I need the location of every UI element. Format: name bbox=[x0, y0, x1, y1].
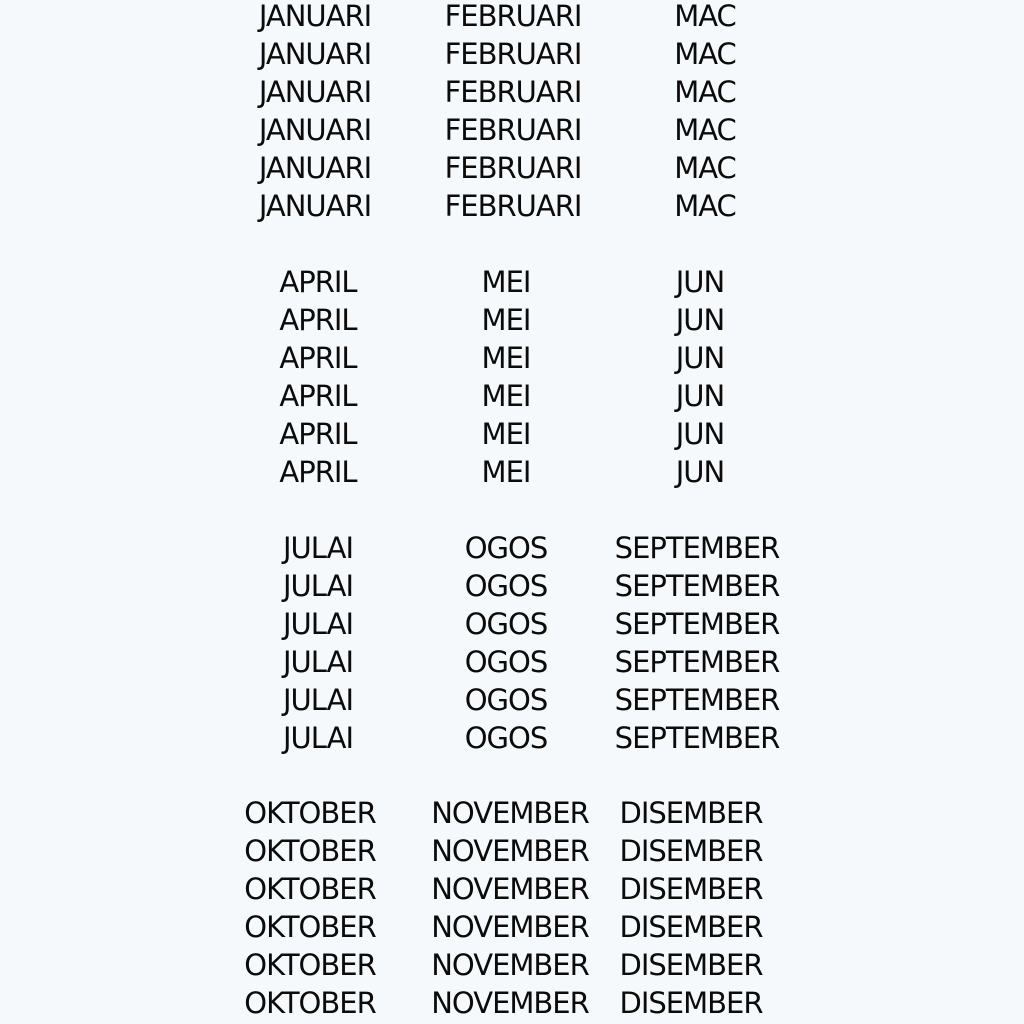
month-label: JUN bbox=[675, 303, 725, 337]
month-label: NOVEMBER bbox=[431, 986, 589, 1020]
month-label: SEPTEMBER bbox=[614, 607, 780, 641]
month-row bbox=[0, 149, 1024, 187]
month-label: SEPTEMBER bbox=[614, 645, 780, 679]
month-label: OGOS bbox=[464, 569, 548, 603]
month-label: MAC bbox=[674, 75, 736, 109]
month-row bbox=[0, 605, 1024, 643]
month-label: JUN bbox=[675, 379, 725, 413]
month-label: JUN bbox=[675, 455, 725, 489]
month-label: MAC bbox=[674, 113, 736, 147]
month-label: OKTOBER bbox=[244, 872, 376, 906]
month-label: APRIL bbox=[279, 379, 357, 413]
month-label: SEPTEMBER bbox=[614, 721, 780, 755]
month-row bbox=[0, 73, 1024, 111]
month-label: DISEMBER bbox=[619, 948, 763, 982]
month-label: OKTOBER bbox=[244, 986, 376, 1020]
month-label: FEBRUARI bbox=[444, 113, 582, 147]
month-label: FEBRUARI bbox=[444, 151, 582, 185]
month-label: JANUARI bbox=[258, 37, 372, 71]
month-label: OKTOBER bbox=[244, 910, 376, 944]
month-label: APRIL bbox=[279, 341, 357, 375]
month-label: MEI bbox=[481, 417, 531, 451]
month-label: SEPTEMBER bbox=[614, 531, 780, 565]
month-label: APRIL bbox=[279, 455, 357, 489]
month-label: APRIL bbox=[279, 303, 357, 337]
month-label: JUN bbox=[675, 417, 725, 451]
month-label: JANUARI bbox=[258, 189, 372, 223]
month-label: FEBRUARI bbox=[444, 37, 582, 71]
month-label: DISEMBER bbox=[619, 796, 763, 830]
month-row bbox=[0, 35, 1024, 73]
month-label: MAC bbox=[674, 189, 736, 223]
month-label: FEBRUARI bbox=[444, 0, 582, 33]
month-label: JUN bbox=[675, 341, 725, 375]
month-row bbox=[0, 263, 1024, 301]
month-label: JANUARI bbox=[258, 113, 372, 147]
month-row bbox=[0, 529, 1024, 567]
month-label: JULAI bbox=[283, 607, 353, 641]
month-label: JULAI bbox=[283, 645, 353, 679]
month-row bbox=[0, 377, 1024, 415]
month-label: OGOS bbox=[464, 683, 548, 717]
month-row bbox=[0, 681, 1024, 719]
month-label: MEI bbox=[481, 341, 531, 375]
month-row bbox=[0, 111, 1024, 149]
month-label: JUN bbox=[675, 265, 725, 299]
month-label: JULAI bbox=[283, 721, 353, 755]
month-label: MAC bbox=[674, 37, 736, 71]
month-label: OKTOBER bbox=[244, 796, 376, 830]
month-row bbox=[0, 415, 1024, 453]
month-label: OGOS bbox=[464, 607, 548, 641]
month-label: SEPTEMBER bbox=[614, 683, 780, 717]
month-label: MEI bbox=[481, 303, 531, 337]
month-label: JANUARI bbox=[258, 151, 372, 185]
month-row bbox=[0, 0, 1024, 35]
month-label: JULAI bbox=[283, 531, 353, 565]
month-label: OGOS bbox=[464, 721, 548, 755]
month-row bbox=[0, 794, 1024, 832]
month-row bbox=[0, 832, 1024, 870]
month-row bbox=[0, 567, 1024, 605]
month-row bbox=[0, 984, 1024, 1022]
month-label: MEI bbox=[481, 265, 531, 299]
month-label: NOVEMBER bbox=[431, 796, 589, 830]
month-row bbox=[0, 301, 1024, 339]
month-label: FEBRUARI bbox=[444, 75, 582, 109]
month-row bbox=[0, 643, 1024, 681]
month-label: MEI bbox=[481, 379, 531, 413]
month-label: MAC bbox=[674, 151, 736, 185]
month-label: JANUARI bbox=[258, 75, 372, 109]
month-label: NOVEMBER bbox=[431, 948, 589, 982]
month-row bbox=[0, 946, 1024, 984]
month-row bbox=[0, 870, 1024, 908]
month-row bbox=[0, 908, 1024, 946]
month-row bbox=[0, 719, 1024, 757]
month-label: JULAI bbox=[283, 683, 353, 717]
month-label: MEI bbox=[481, 455, 531, 489]
month-label: JULAI bbox=[283, 569, 353, 603]
month-label: NOVEMBER bbox=[431, 872, 589, 906]
month-label: DISEMBER bbox=[619, 986, 763, 1020]
month-label: JANUARI bbox=[258, 0, 372, 33]
month-row bbox=[0, 453, 1024, 491]
month-label: APRIL bbox=[279, 417, 357, 451]
month-label: MAC bbox=[674, 0, 736, 33]
month-label: FEBRUARI bbox=[444, 189, 582, 223]
month-label: SEPTEMBER bbox=[614, 569, 780, 603]
month-label: DISEMBER bbox=[619, 910, 763, 944]
month-label: DISEMBER bbox=[619, 834, 763, 868]
month-label: APRIL bbox=[279, 265, 357, 299]
month-label: NOVEMBER bbox=[431, 910, 589, 944]
month-label: OGOS bbox=[464, 645, 548, 679]
month-label: NOVEMBER bbox=[431, 834, 589, 868]
month-label: OGOS bbox=[464, 531, 548, 565]
month-label: OKTOBER bbox=[244, 948, 376, 982]
month-row bbox=[0, 187, 1024, 225]
month-row bbox=[0, 339, 1024, 377]
month-label: DISEMBER bbox=[619, 872, 763, 906]
month-label: OKTOBER bbox=[244, 834, 376, 868]
